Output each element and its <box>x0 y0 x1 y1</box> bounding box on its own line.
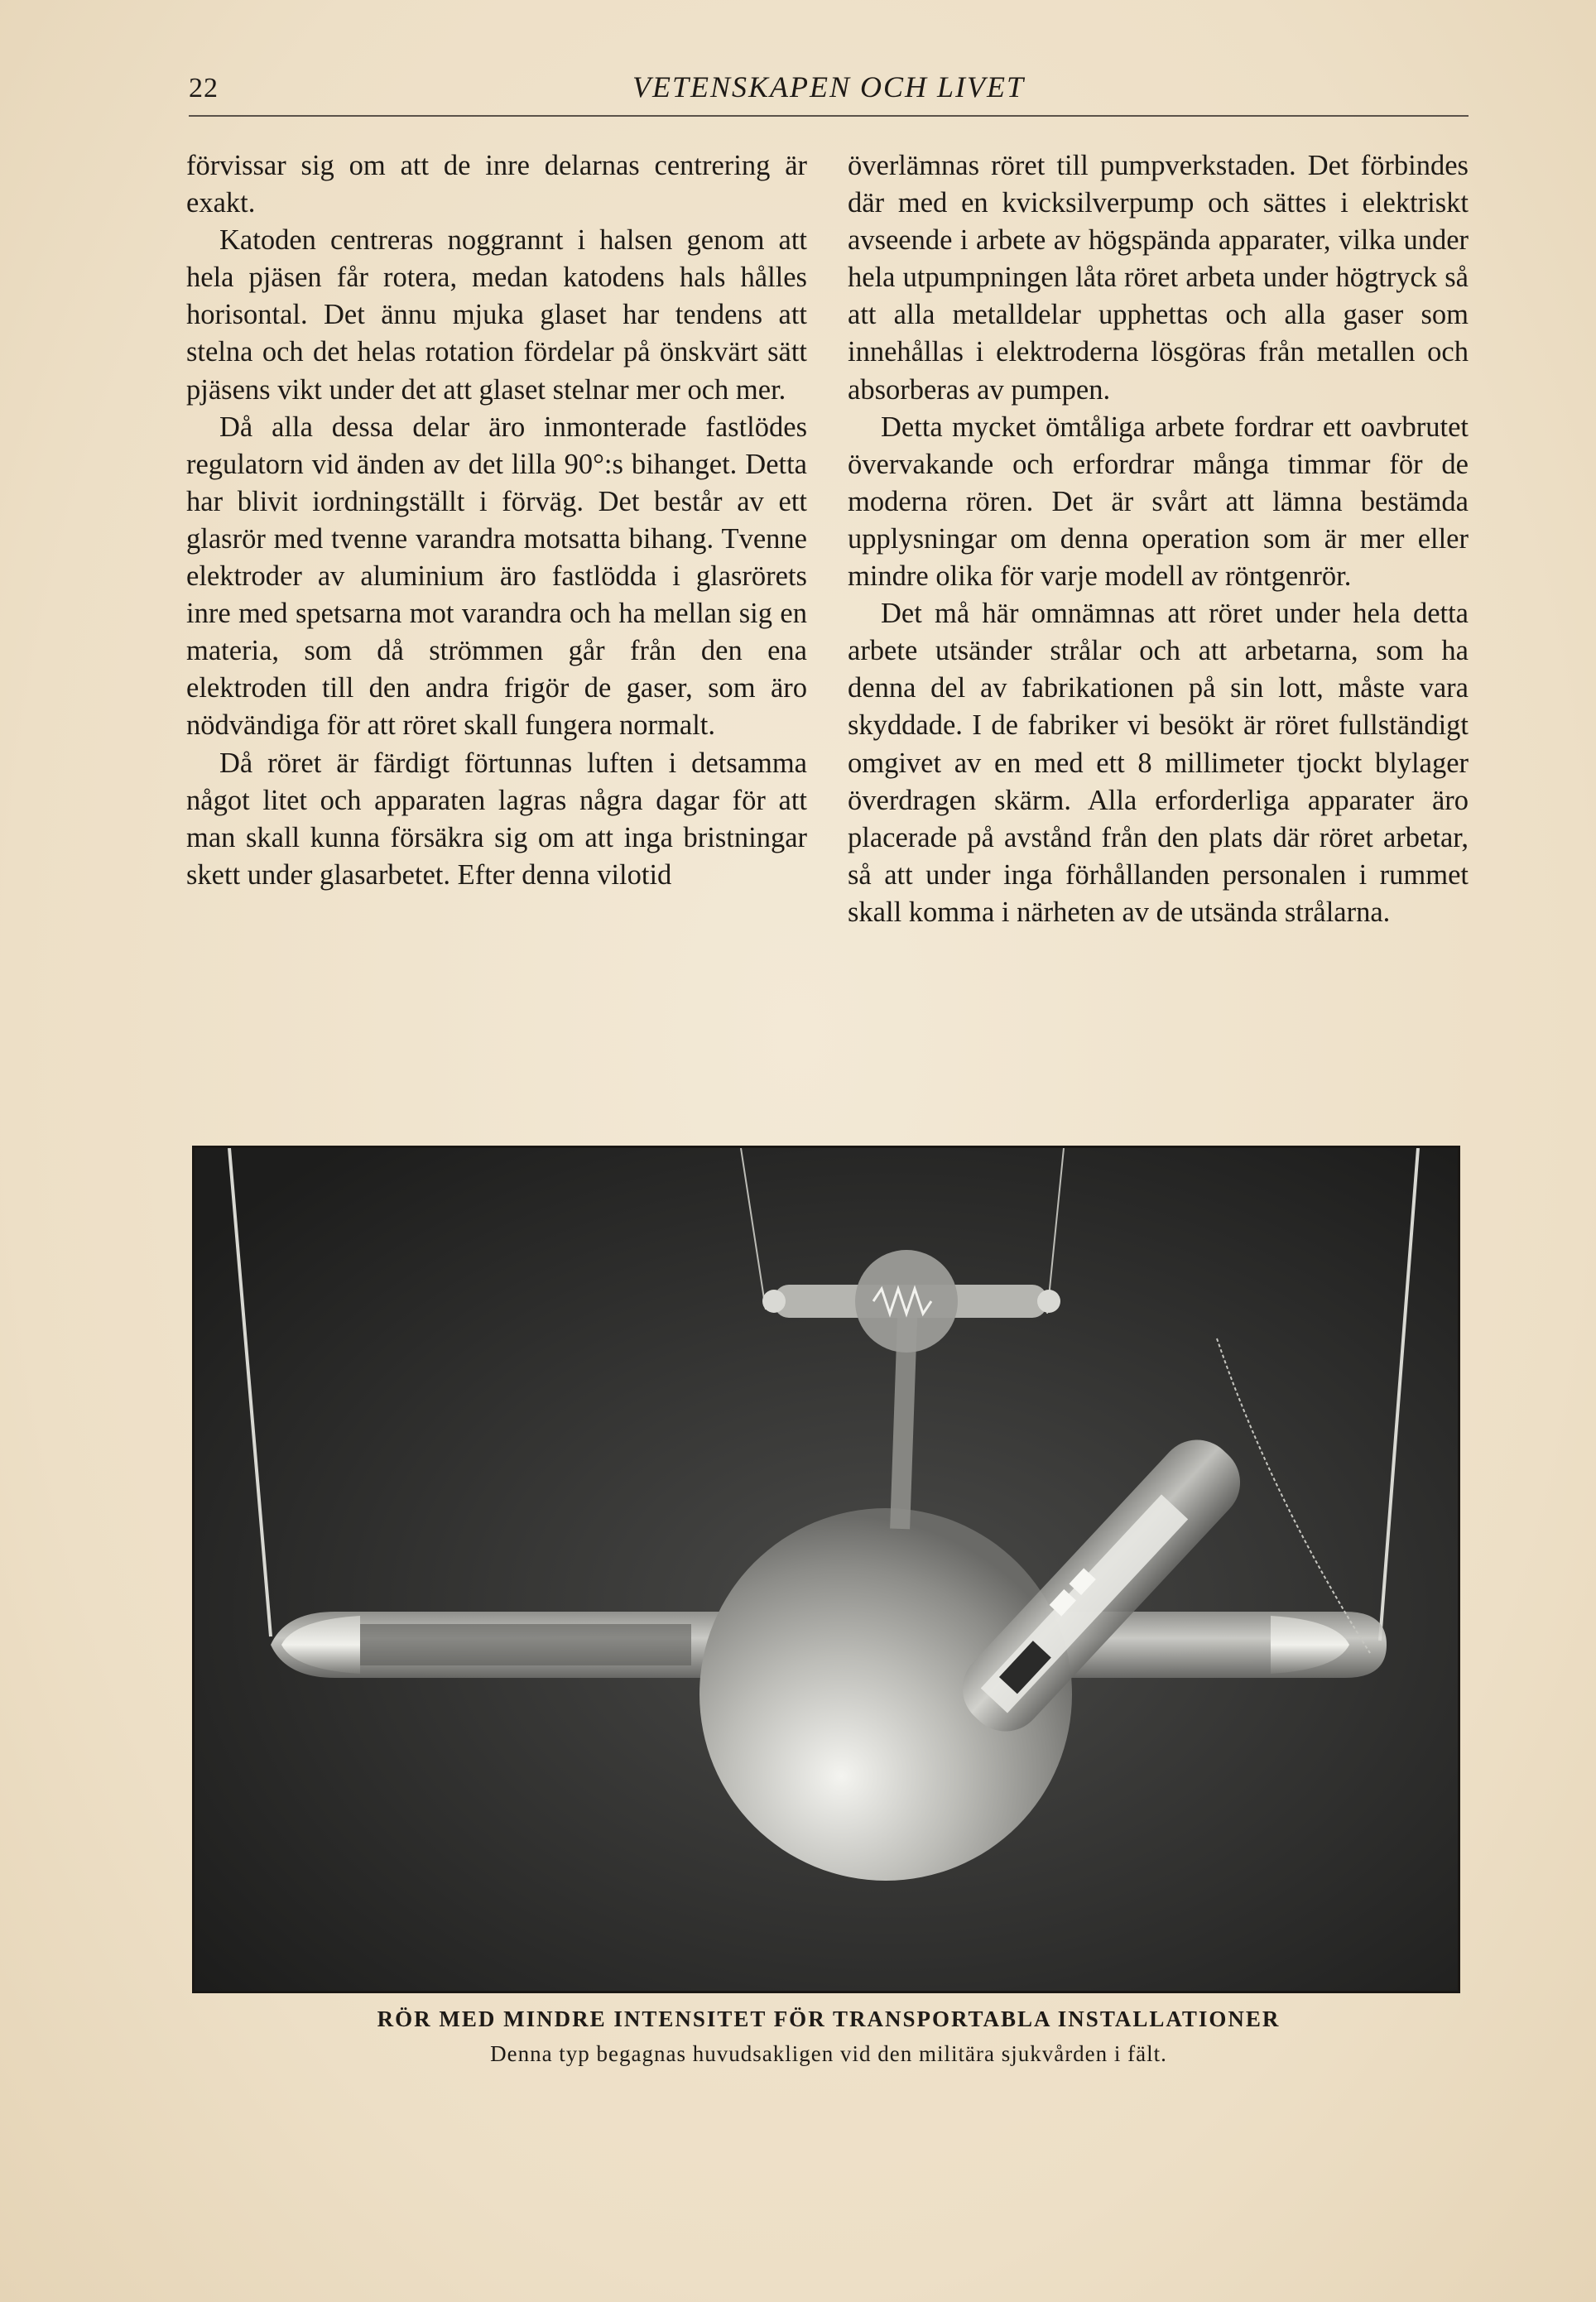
paragraph: Då röret är färdigt förtunnas luften i detsamma något litet och apparaten lagras några dagar för att man skall kunna försäkra sig om att inga bristningar skett under glasarbetet. Efter denna vilotid <box>186 747 807 891</box>
paragraph: Då alla dessa delar äro inmonterade fastlödes regulatorn vid änden av det lilla 90°:s bihanget. Detta har blivit iordningställt i förväg. Det består av ett glasrör med tvenne varandra motsatta bihang. Tvenne elektroder av aluminium äro fastlödda i glasrörets inre med spetsarna mot varandra och ha mellan sig en materia, som då strömmen går från den ena elektroden till den andra frigör de gaser, som äro nödvändiga för att röret skall fungera normalt. <box>186 411 807 742</box>
paragraph: Katoden centreras noggrannt i halsen genom att hela pjäsen får rotera, medan katodens hals hålles horisontal. Det ännu mjuka glaset har tendens att stelna och det helas rotation fördelar på önskvärt sätt pjäsens vikt under det att glaset stelnar mer och mer. <box>186 224 807 406</box>
x-ray-tube-photo <box>192 1146 1460 1993</box>
paragraph: Det må här omnämnas att röret under hela detta arbete utsänder strålar och att arbetarna, som ha denna del av fabrikationen på sin lott, måste vara skyddade. I de fabriker vi besökt är röret fullständigt omgivet av en med ett 8 millimeter tjockt blylager överdragen skärm. Alla erforderliga apparater äro placerade på avstånd från den plats där röret arbetar, så att under inga förhållanden personalen i rummet skall komma i närheten av de utsända strålarna. <box>848 598 1469 928</box>
paragraph: överlämnas röret till pumpverkstaden. Det förbindes där med en kvicksilverpump och sättes i elektriskt avseende i arbete av högspända apparater, vilka under hela utpumpningen låta röret arbeta under högtryck så att alla metalldelar upphettas och alla gaser som innehållas i elektroderna lösgöras från metallen och absorberas av pumpen. <box>848 150 1469 406</box>
paragraph: Detta mycket ömtåliga arbete fordrar ett oavbrutet övervakande och erfordrar många timmar för de moderna rören. Det är svårt att lämna bestämda upplysningar om denna operation som är mer eller mindre olika för varje modell av röntgenrör. <box>848 411 1469 593</box>
x-ray-tube-illustration <box>195 1148 1458 1991</box>
header-rule <box>189 115 1469 117</box>
right-column <box>848 147 1469 931</box>
page-header <box>189 66 1469 116</box>
left-column <box>186 147 807 894</box>
paragraph: förvissar sig om att de inre delarnas centrering är exakt. <box>186 150 807 219</box>
page-number: 22 <box>189 73 219 103</box>
running-title: VETENSKAPEN OCH LIVET <box>632 70 1026 103</box>
figure-caption-text: Denna typ begagnas huvudsakligen vid den militära sjukvården i fält. <box>490 2041 1167 2066</box>
figure-caption-title: RÖR MED MINDRE INTENSITET FÖR TRANSPORTABLA INSTALLATIONER <box>377 2006 1281 2031</box>
